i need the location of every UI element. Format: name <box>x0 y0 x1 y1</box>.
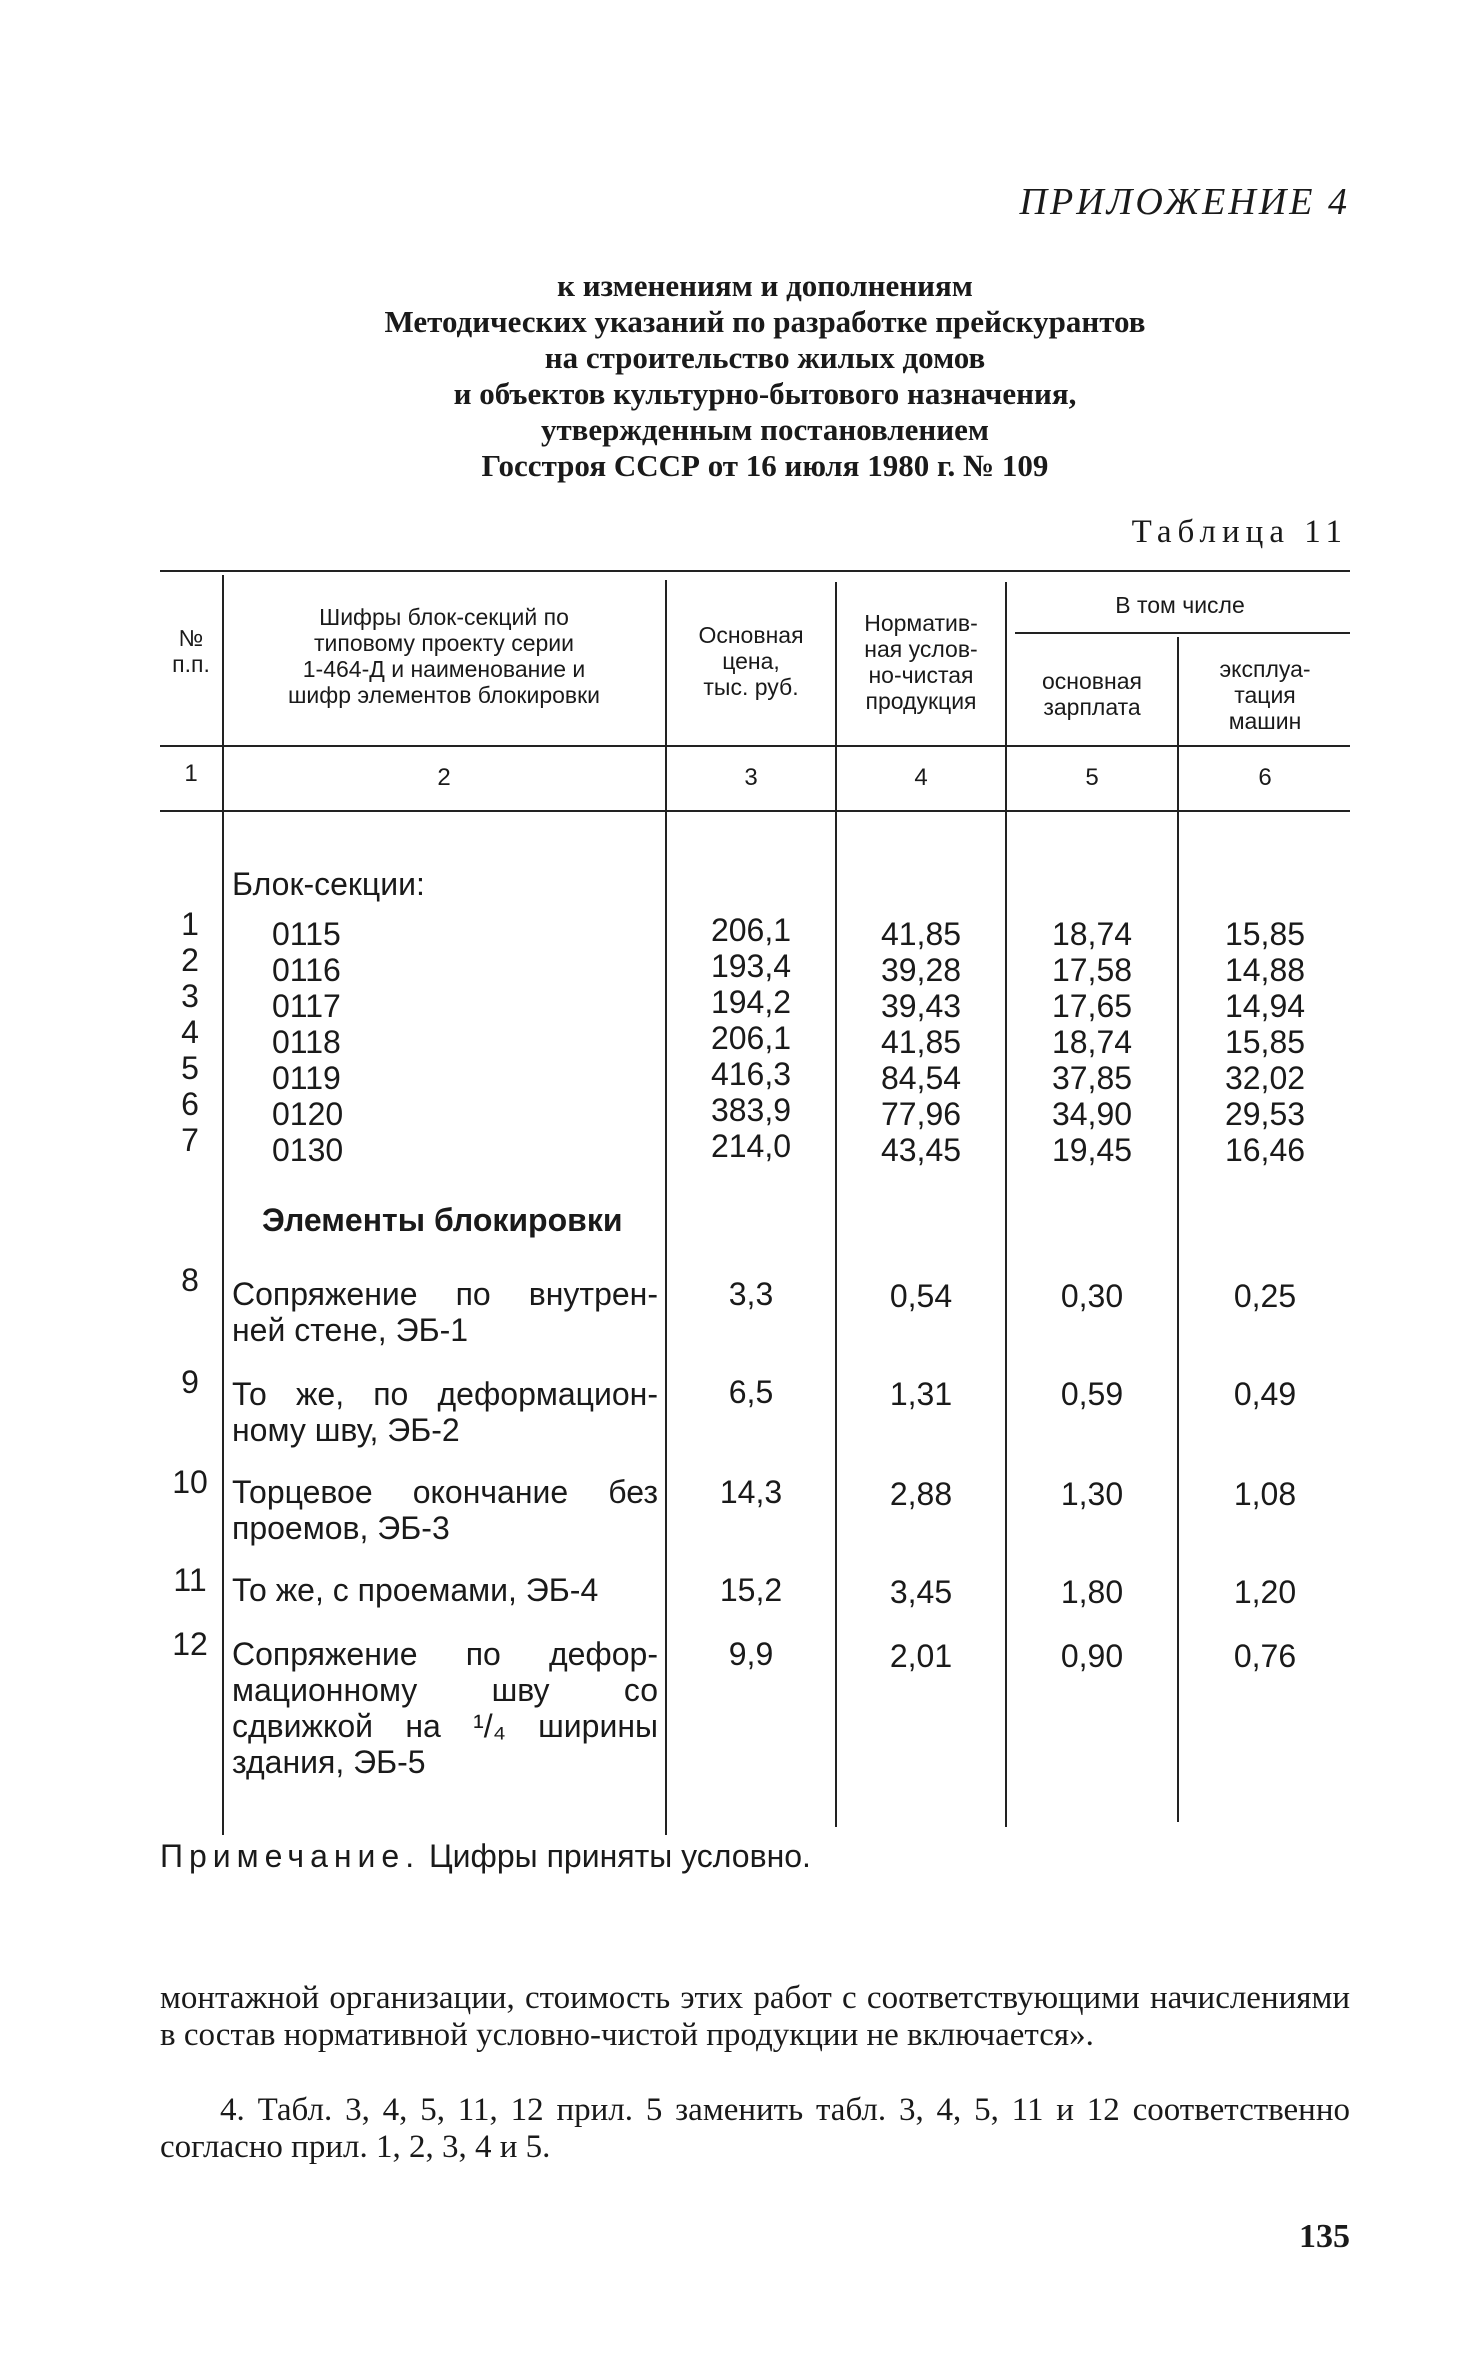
col-divider <box>222 575 224 1835</box>
colnum-bottom-rule <box>160 810 1350 812</box>
wage-cell: 0,30 <box>1060 1278 1124 1314</box>
wage-cell: 18,74 <box>1051 1024 1133 1060</box>
header-line: шифр элементов блокировки <box>287 682 601 708</box>
header-line: 1-464-Д и наименование и <box>302 656 586 682</box>
note-label: Примечание. <box>160 1838 421 1874</box>
col-divider <box>1005 582 1007 1827</box>
row-number: 2 <box>181 942 199 978</box>
wage-cell: 0,59 <box>1060 1376 1124 1412</box>
note-text: Цифры приняты условно. <box>429 1838 811 1874</box>
paragraph: монтажной организации, стоимость этих работ с соответствующими начислениями в состав нормативной условно-чистой продукции не включается». <box>160 1980 1350 2053</box>
header-line: Шифры блок-секций по <box>319 604 569 630</box>
row-number: 8 <box>181 1262 199 1298</box>
name-line: ному шву, ЭБ-2 <box>232 1412 460 1448</box>
wage-cell: 17,58 <box>1051 952 1133 988</box>
price-cell: 416,3 <box>710 1056 792 1092</box>
machines-cell: 16,46 <box>1224 1132 1306 1168</box>
row-name <box>232 1636 658 1780</box>
name-line: здания, ЭБ-5 <box>232 1744 426 1780</box>
price-cell: 383,9 <box>710 1092 792 1128</box>
production-cell: 39,28 <box>880 952 962 988</box>
wage-cell: 37,85 <box>1051 1060 1133 1096</box>
machines-cell: 0,25 <box>1233 1278 1297 1314</box>
heading-line: к изменениям и дополнениям <box>557 268 973 303</box>
price-cell: 14,3 <box>719 1474 783 1510</box>
column-number: 4 <box>914 764 928 791</box>
header-col-number <box>160 625 222 677</box>
price-cell: 193,4 <box>710 948 792 984</box>
row-name: 0116 <box>272 952 341 988</box>
header-line: тация <box>1234 682 1296 708</box>
production-cell: 2,88 <box>889 1476 953 1512</box>
production-cell: 2,01 <box>889 1638 953 1674</box>
row-number: 9 <box>181 1364 199 1400</box>
name-line: Сопряжение по дефор- <box>232 1636 658 1672</box>
production-cell: 0,54 <box>889 1278 953 1314</box>
name-line: То же, по деформацион- <box>232 1376 658 1412</box>
row-name: То же, с проемами, ЭБ-4 <box>232 1572 599 1608</box>
header-col-wage <box>1008 668 1176 720</box>
name-line: проемов, ЭБ-3 <box>232 1510 450 1546</box>
row-number: 5 <box>181 1050 199 1086</box>
header-line: основная <box>1042 668 1142 694</box>
header-col-code <box>225 604 663 708</box>
production-cell: 77,96 <box>880 1096 962 1132</box>
section-elements: Элементы блокировки <box>262 1202 623 1238</box>
header-col-production <box>838 610 1004 714</box>
price-cell: 6,5 <box>728 1374 774 1410</box>
header-group: В том числе <box>1115 592 1245 618</box>
column-number: 2 <box>437 764 451 791</box>
row-number: 1 <box>181 906 199 942</box>
heading-line: Методических указаний по разработке прейскурантов <box>384 304 1146 339</box>
row-name <box>232 1474 658 1546</box>
paragraph: 4. Табл. 3, 4, 5, 11, 12 прил. 5 заменить табл. 3, 4, 5, 11 и 12 соответственно согласно прил. 1, 2, 3, 4 и 5. <box>160 2092 1350 2165</box>
name-line: Торцевое окончание без <box>232 1474 658 1510</box>
machines-cell: 0,49 <box>1233 1376 1297 1412</box>
row-number: 3 <box>181 978 199 1014</box>
machines-cell: 15,85 <box>1224 916 1306 952</box>
col-divider <box>835 582 837 1827</box>
machines-cell: 15,85 <box>1224 1024 1306 1060</box>
machines-cell: 14,88 <box>1224 952 1306 988</box>
row-number: 6 <box>181 1086 199 1122</box>
row-name: 0115 <box>272 916 341 952</box>
row-number: 11 <box>173 1562 207 1598</box>
price-cell: 9,9 <box>728 1636 774 1672</box>
row-number: 10 <box>172 1464 208 1500</box>
row-number: 4 <box>181 1014 199 1050</box>
row-name: 0117 <box>272 988 341 1024</box>
header-line: цена, <box>722 648 780 674</box>
wage-cell: 19,45 <box>1051 1132 1133 1168</box>
price-cell: 15,2 <box>719 1572 783 1608</box>
row-name: 0119 <box>272 1060 341 1096</box>
machines-cell: 29,53 <box>1224 1096 1306 1132</box>
table-note <box>160 1838 811 1875</box>
column-number: 3 <box>744 764 758 791</box>
table-label: Таблица 11 <box>1131 514 1348 550</box>
wage-cell: 0,90 <box>1060 1638 1124 1674</box>
header-line: типовому проекту серии <box>314 630 574 656</box>
row-name: 0118 <box>272 1024 341 1060</box>
machines-cell: 0,76 <box>1233 1638 1297 1674</box>
name-line: мационному шву со <box>232 1672 658 1708</box>
wage-cell: 34,90 <box>1051 1096 1133 1132</box>
document-heading <box>160 268 1370 484</box>
wage-cell: 17,65 <box>1051 988 1133 1024</box>
header-line: Норматив- <box>864 610 978 636</box>
price-cell: 206,1 <box>710 1020 792 1056</box>
header-line: № <box>178 625 204 651</box>
production-cell: 39,43 <box>880 988 962 1024</box>
price-cell: 214,0 <box>710 1128 792 1164</box>
header-line: ная услов- <box>864 636 978 662</box>
row-name: 0120 <box>272 1096 344 1132</box>
wage-cell: 18,74 <box>1051 916 1133 952</box>
header-line: Основная <box>698 622 804 648</box>
heading-line: Госстроя СССР от 16 июля 1980 г. № 109 <box>481 448 1049 483</box>
wage-cell: 1,80 <box>1060 1574 1124 1610</box>
wage-cell: 1,30 <box>1060 1476 1124 1512</box>
name-line: ней стене, ЭБ-1 <box>232 1312 469 1348</box>
heading-line: утвержденным постановлением <box>540 412 990 447</box>
header-line: зарплата <box>1043 694 1141 720</box>
row-name <box>232 1276 658 1348</box>
production-cell: 3,45 <box>889 1574 953 1610</box>
header-line: но-чистая <box>868 662 974 688</box>
machines-cell: 32,02 <box>1224 1060 1306 1096</box>
name-line: сдвижкой на ¹/₄ ширины <box>232 1708 658 1744</box>
heading-line: и объектов культурно-бытового назначения, <box>453 376 1077 411</box>
page-number: 135 <box>1299 2218 1350 2255</box>
row-number: 7 <box>181 1122 199 1158</box>
header-line: машин <box>1228 708 1302 734</box>
production-cell: 41,85 <box>880 916 962 952</box>
price-cell: 3,3 <box>728 1276 774 1312</box>
row-name <box>232 1376 658 1448</box>
machines-cell: 1,20 <box>1233 1574 1297 1610</box>
col-divider <box>665 580 667 1835</box>
appendix-title: ПРИЛОЖЕНИЕ 4 <box>1019 181 1350 223</box>
production-cell: 41,85 <box>880 1024 962 1060</box>
machines-cell: 1,08 <box>1233 1476 1297 1512</box>
price-cell: 194,2 <box>710 984 792 1020</box>
group-header-rule <box>1015 632 1350 634</box>
header-line: эксплуа- <box>1219 656 1311 682</box>
production-cell: 43,45 <box>880 1132 962 1168</box>
machines-cell: 14,94 <box>1224 988 1306 1024</box>
table-top-rule <box>160 570 1350 572</box>
header-col-machines <box>1180 656 1350 734</box>
header-line: тыс. руб. <box>703 674 799 700</box>
section-block-sections: Блок-секции: <box>232 866 425 902</box>
production-cell: 1,31 <box>889 1376 953 1412</box>
row-name: 0130 <box>272 1132 344 1168</box>
header-line: продукция <box>865 688 977 714</box>
header-col-price <box>668 622 834 700</box>
production-cell: 84,54 <box>880 1060 962 1096</box>
heading-line: на строительство жилых домов <box>544 340 986 375</box>
column-number: 1 <box>184 760 198 787</box>
column-number: 6 <box>1258 764 1272 791</box>
price-cell: 206,1 <box>710 912 792 948</box>
name-line: Сопряжение по внутрен- <box>232 1276 658 1312</box>
header-bottom-rule <box>160 745 1350 747</box>
header-line: п.п. <box>172 651 210 677</box>
column-number: 5 <box>1085 764 1099 791</box>
col-divider <box>1177 637 1179 1822</box>
row-number: 12 <box>172 1626 208 1662</box>
